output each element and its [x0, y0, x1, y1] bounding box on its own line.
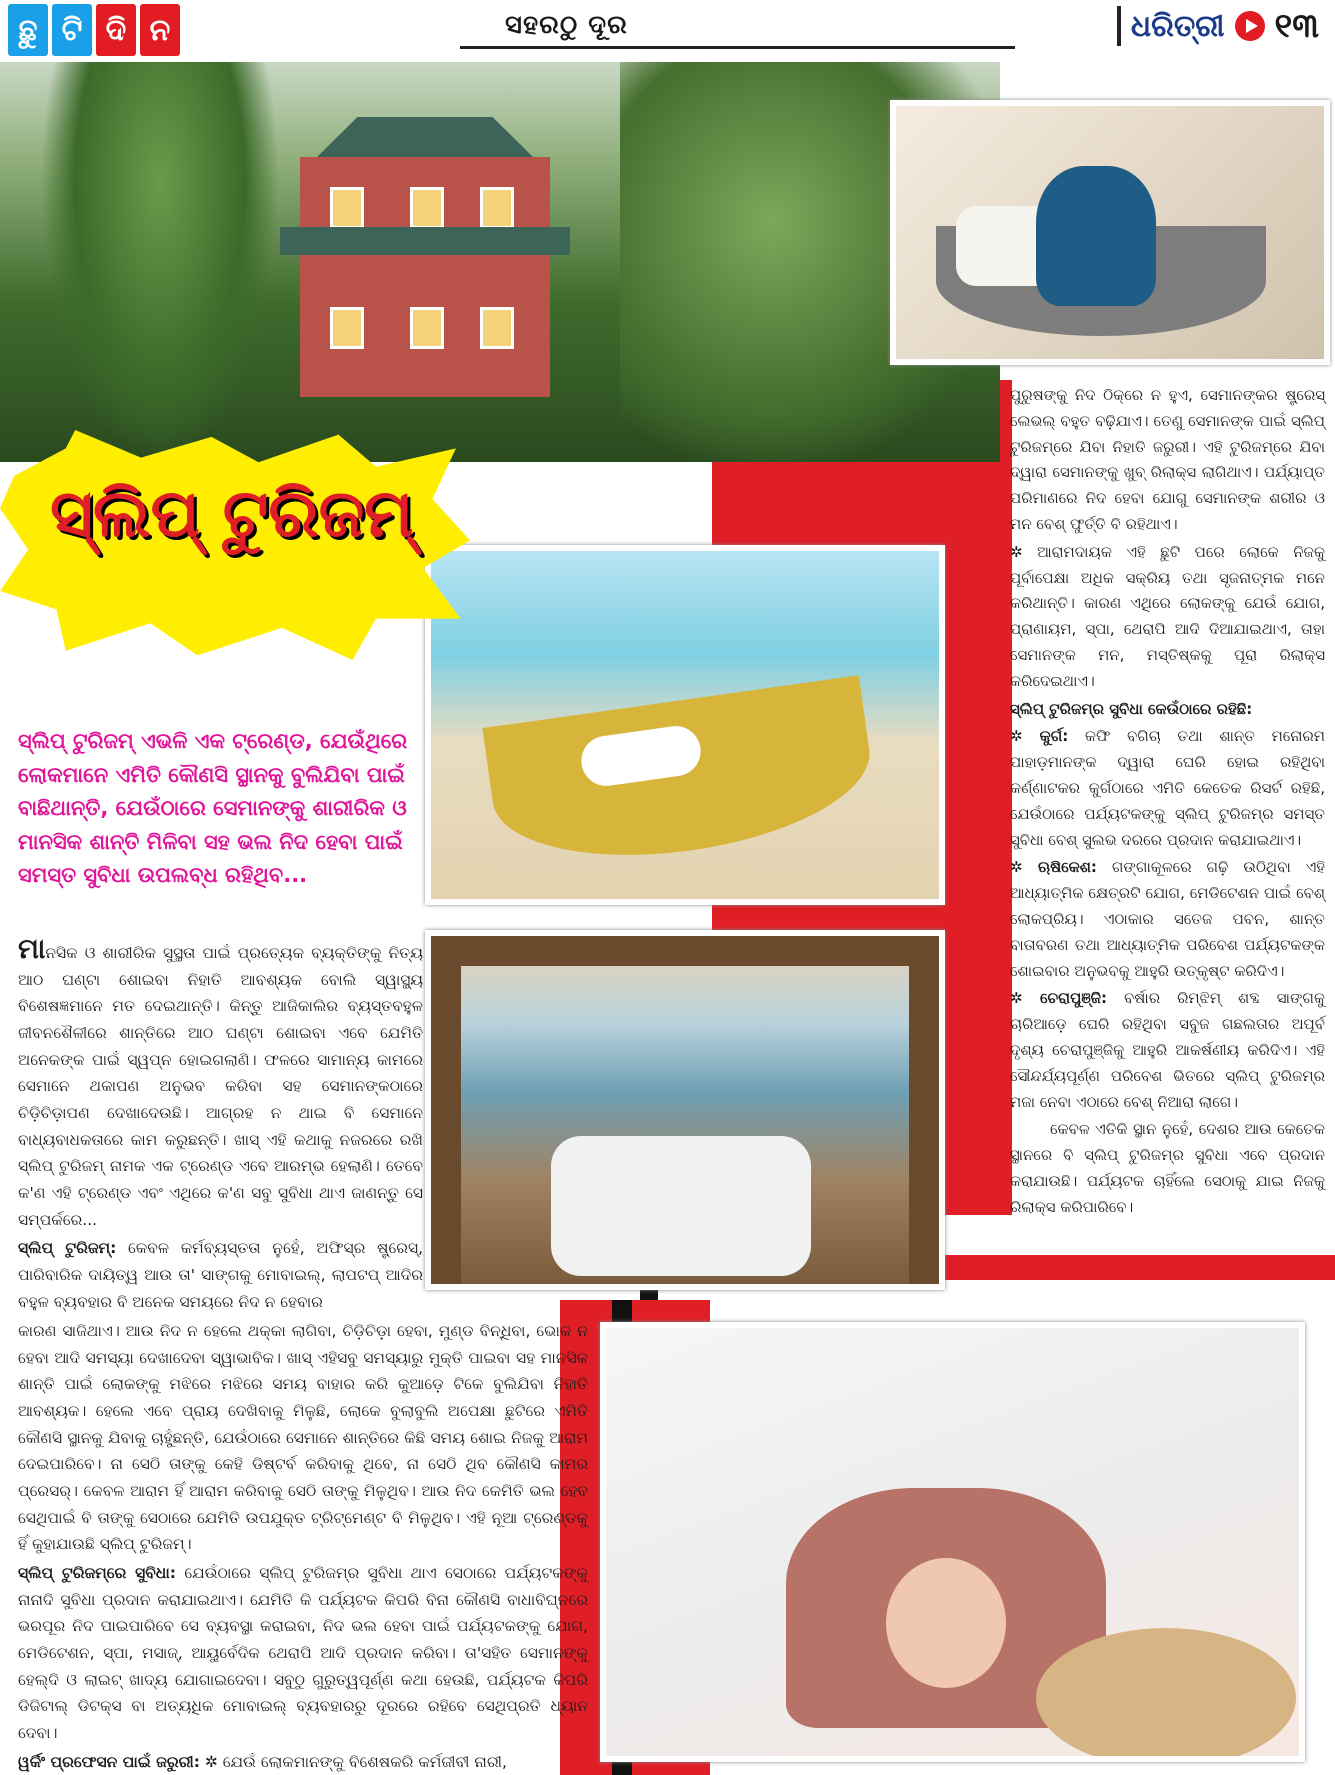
subheading: ସ୍ଲିପ୍ ଟୁରିଜମ୍‌ରେ ସୁବିଧା:: [18, 1563, 176, 1582]
paragraph-text: କାରଣ ସାଜିଥାଏ। ଆଉ ନିଦ ନ ହେଲେ ଥକ୍କା ଲାଗିବା, ଚିଡ଼ିଚିଡ଼ା ହେବା, ମୁଣ୍ଡ ବିନ୍ଧିବା, ଭୋକ ନ ହେବା ଆଦି ସମସ୍ୟା ଦେଖାଦେବା ସ୍ୱାଭାବିକ। ଖାସ୍ ଏହିସବୁ ସମସ୍ୟାରୁ ମୁକ୍ତି ପାଇବା ସହ ମାନସିକ ଶାନ୍ତି ପାଇଁ ଲୋକଙ୍କୁ ମଝିରେ ମଝିରେ ସମୟ ବାହାର କରି କୁଆଡ଼େ ଟିକେ ବୁଲିଯିବା ନିହାତି ଆବଶ୍ୟକ। ହେଲେ ଏବେ ପ୍ରାୟ ଦେଖିବାକୁ ମିଳୁଛି, ଲୋକେ ବୁଲାବୁଲି ଅପେକ୍ଷା ଛୁଟିରେ ଏମିତି କୌଣସି ସ୍ଥାନକୁ ଯିବାକୁ ଚାହୁଁଛନ୍ତି, ଯେଉଁଠାରେ ସେମାନେ ଶାନ୍ତିରେ କିଛି ସମୟ ଶୋଇ ନିଜକୁ ଆରାମ ଦେଇପାରିବେ। ନା ସେଠି ତାଙ୍କୁ କେହି ଡିଷ୍ଟର୍ବ କରିବାକୁ ଥିବେ, ନା ସେଠି ଥିବ କୌଣସି କାମର ପ୍ରେସର୍। କେବଳ ଆରାମ ହିଁ ଆରାମ କରିବାକୁ ସେଠି ତାଙ୍କୁ ମିଳୁଥିବ। ଆଉ ନିଦ କେମିତି ଭଲ ହେବ ସେଥିପାଇଁ ବି ତାଙ୍କୁ ସେଠାରେ ଯେମିତି ଉପଯୁକ୍ତ ଟ୍ରିଟ୍‌ମେଣ୍ଟ ବି ମିଳୁଥିବ। ଏହି ନୂଆ ଟ୍ରେଣ୍ଡକୁ ହିଁ କୁହାଯାଉଛି ସ୍ଲିପ୍ ଟୁରିଜମ୍।: [18, 1322, 588, 1554]
subheading: ✲ କୁର୍ଗ:: [1010, 727, 1069, 746]
paragraph-text: କେବଳ କର୍ମବ୍ୟସ୍ତତା ନୁହେଁ, ଅଫିସ୍‌ର ଷ୍ଟ୍ରେସ୍, ପାରିବାରିକ ଦାୟିତ୍ୱ ଆଉ ତା' ସାଙ୍ଗକୁ ମୋବାଇଲ୍, ଲାପଟପ୍ ଆଦିର ବହୁଳ ବ୍ୟବହାର ବି ଅନେକ ସମୟରେ ନିଦ ନ ହେବାର: [18, 1239, 423, 1311]
masthead-letter: ଟି: [52, 4, 92, 56]
tree-foliage: [40, 62, 280, 462]
article-column-wide: [18, 1318, 588, 1775]
drop-cap: ମା: [18, 932, 46, 965]
villa-window: [410, 187, 444, 229]
villa-roof: [290, 117, 560, 157]
paragraph-text: ✲ ଆରାମଦାୟକ ଏହି ଛୁଟି ପରେ ଲୋକେ ନିଜକୁ ପୂର୍ବାପେକ୍ଷା ଅଧିକ ସକ୍ରିୟ ତଥା ସୃଜନାତ୍ମକ ମନେ କରିଥାନ୍ତି। କାରଣ ଏଥିରେ ଲୋକଙ୍କୁ ଯେଉଁ ଯୋଗ, ପ୍ରାଣାୟମ, ସ୍ପା, ଥେରାପି ଆଦି ଦିଆଯାଇଥାଏ, ତାହା ସେମାନଙ୍କ ମନ, ମସ୍ତିଷ୍କକୁ ପୂରା ରିଲାକ୍ସ କରିଦେଇଥାଏ।: [1010, 542, 1325, 690]
brand-box: [1117, 6, 1319, 46]
balcony-couple-photo: [425, 930, 945, 1290]
intro-text: ସ୍ଲିପ୍ ଟୁରିଜମ୍ ଏଭଳି ଏକ ଟ୍ରେଣ୍ଡ, ଯେଉଁଥିରେ ଲୋକମାନେ ଏମିତି କୌଣସି ସ୍ଥାନକୁ ବୁଲିଯିବା ପାଇଁ ବାଛିଥାନ୍ତି, ଯେଉଁଠାରେ ସେମାନଙ୍କୁ ଶାରୀରିକ ଓ ମାନସିକ ଶାନ୍ତି ମିଳିବା ସହ ଭଲ ନିଦ ହେବା ପାଇଁ ସମସ୍ତ ସୁବିଧା ଉପଲବ୍ଧ ରହିଥିବ...: [18, 729, 408, 888]
villa-building: [300, 157, 550, 397]
paragraph: [18, 932, 423, 1233]
article-column-right: [1010, 383, 1325, 1223]
paragraph: [1010, 855, 1325, 984]
subheading: ସ୍ଲିପ୍ ଟୁରିଜମ୍‌ର ସୁବିଧା କେଉଁଠାରେ ରହିଛି:: [1010, 699, 1253, 718]
headline: ସ୍ଲିପ୍ ଟୁରିଜମ୍: [50, 475, 414, 552]
face: [886, 1558, 1006, 1688]
villa-photo: [0, 62, 1000, 462]
page-header: [0, 0, 1335, 62]
villa-window: [410, 307, 444, 349]
villa-window: [480, 307, 514, 349]
subheading: ✲ ଋଷିକେଶ:: [1010, 858, 1097, 877]
paragraph: [1010, 986, 1325, 1115]
woman-hammock-photo: [890, 100, 1330, 365]
hammock: [482, 675, 879, 876]
article-column-left: [18, 932, 423, 1317]
paragraph: [18, 1235, 423, 1315]
paragraph-text: ନସିକ ଓ ଶାରୀରିକ ସୁସ୍ଥତା ପାଇଁ ପ୍ରତ୍ୟେକ ବ୍ୟକ୍ତିଙ୍କୁ ନିତ୍ୟ ଆଠ ଘଣ୍ଟା ଶୋଇବା ନିହାତି ଆବଶ୍ୟକ ବୋଲି ସ୍ୱାସ୍ଥ୍ୟ ବିଶେଷଜ୍ଞମାନେ ମତ ଦେଇଥାନ୍ତି। କିନ୍ତୁ ଆଜିକାଲିର ବ୍ୟସ୍ତବହୁଳ ଜୀବନଶୈଳୀରେ ଶାନ୍ତିରେ ଆଠ ଘଣ୍ଟା ଶୋଇବା ଏବେ ଯେମିତି ଅନେକଙ୍କ ପାଇଁ ସ୍ୱପ୍ନ ହୋଇଗଲାଣି। ଫଳରେ ସାମାନ୍ୟ କାମରେ ସେମାନେ ଥକାପଣ ଅନୁଭବ କରିବା ସହ ସେମାନଙ୍କଠାରେ ଚିଡ଼ିଚିଡ଼ାପଣ ଦେଖାଦେଉଛି। ଆଗ୍ରହ ନ ଥାଇ ବି ସେମାନେ ବାଧ୍ୟବାଧକତାରେ କାମ କରୁଛନ୍ତି। ଖାସ୍ ଏହି କଥାକୁ ନଜରରେ ରଖି ସ୍ଲିପ୍ ଟୁରିଜମ୍ ନାମକ ଏକ ଟ୍ରେଣ୍ଡ ଏବେ ଆରମ୍ଭ ହେଲାଣି। ତେବେ କ'ଣ ଏହି ଟ୍ରେଣ୍ଡ ଏବଂ ଏଥିରେ କ'ଣ ସବୁ ସୁବିଧା ଥାଏ ଜାଣନ୍ତୁ ସେ ସମ୍ପର୍କରେ...: [18, 944, 423, 1229]
subheading: ✲ ଚେରାପୁଞ୍ଜି:: [1010, 989, 1108, 1008]
paragraph-text: ବର୍ଷାର ରିମ୍‌ଝିମ୍ ଶବ୍ଦ ସାଙ୍ଗକୁ ଚାରିଆଡ଼େ ଘେରି ରହିଥିବା ସବୁଜ ଗଛଲତାର ଅପୂର୍ବ ଦୃଶ୍ୟ ଚେରାପୁଞ୍ଜିକୁ ଆହୁରି ଆକର୍ଷଣୀୟ କରିଦିଏ। ଏହି ସୌନ୍ଦର୍ଯ୍ୟପୂର୍ଣ୍ଣ ପରିବେଶ ଭିତରେ ସ୍ଲିପ୍ ଟୁରିଜମ୍‌ର ମଜା ନେବା ଏଠାରେ ବେଶ୍ ନିଆରା ଲାଗେ।: [1010, 989, 1325, 1111]
paragraph: [18, 1749, 588, 1775]
divider: [1117, 6, 1121, 46]
paragraph-text: ଯେଉଁଠାରେ ସ୍ଲିପ୍ ଟୁରିଜମ୍‌ର ସୁବିଧା ଥାଏ ସେଠାରେ ପର୍ଯ୍ୟଟକଙ୍କୁ ନାନାଦି ସୁବିଧା ପ୍ରଦାନ କରାଯାଇଥାଏ। ଯେମିତି କି ପର୍ଯ୍ୟଟକ କିପରି ବିନା କୌଣସି ବାଧାବିଘ୍ନରେ ଭରପୂର ନିଦ ପାଇପାରିବେ ସେ ବ୍ୟବସ୍ଥା କରାଇବା, ନିଦ ଭଲ ହେବା ପାଇଁ ପର୍ଯ୍ୟଟକଙ୍କୁ ଯୋଗ, ମେଡିଟେଶନ, ସ୍ପା, ମସାଜ୍, ଆୟୁର୍ବେଦିକ ଥେରାପି ଆଦି ପ୍ରଦାନ କରିବା। ତା'ସହିତ ସେମାନଙ୍କୁ ହେଲ୍‌ଦି ଓ ଲାଇଟ୍ ଖାଦ୍ୟ ଯୋଗାଇଦେବା। ସବୁଠୁ ଗୁରୁତ୍ୱପୂର୍ଣ୍ଣ କଥା ହେଉଛି, ପର୍ଯ୍ୟଟକ କିପରି ଡିଜିଟାଲ୍ ଡିଟକ୍ସ ବା ଅତ୍ୟଧିକ ମୋବାଇଲ୍ ବ୍ୟବହାରରୁ ଦୂରରେ ରହିବେ ସେଥିପ୍ରତି ଧ୍ୟାନ ଦେବା।: [18, 1563, 588, 1742]
paragraph-text: ଗଙ୍ଗାକୂଳରେ ଗଢ଼ି ଉଠିଥିବା ଏହି ଆଧ୍ୟାତ୍ମିକ କ୍ଷେତ୍ରଟି ଯୋଗ, ମେଡିଟେଶନ ପାଇଁ ବେଶ୍ ଲୋକପ୍ରିୟ। ଏଠାକାର ସତେଜ ପବନ, ଶାନ୍ତ ବାତାବରଣ ତଥା ଆଧ୍ୟାତ୍ମିକ ପରିବେଶ ପର୍ଯ୍ୟଟକଙ୍କ ଶୋଇବାର ଅନୁଭବକୁ ଆହୁରି ଉତ୍କୃଷ୍ଟ କରିଦିଏ।: [1010, 858, 1325, 980]
section-rule: [460, 46, 1015, 49]
page-number: ୧୩: [1274, 6, 1319, 46]
beach-hammock-photo: [425, 545, 945, 905]
paragraph-text: କଫି ବଗିଚା ତଥା ଶାନ୍ତ ମନୋରମ ପାହାଡ଼ମାନଙ୍କ ଦ୍ୱାରା ଘେରି ହୋଇ ରହିଥିବା କର୍ଣ୍ଣାଟକର କୁର୍ଗଠାରେ ଏମିତି କେତେକ ରିସର୍ଟ ରହିଛି, ଯେଉଁଠାରେ ପର୍ଯ୍ୟଟକଙ୍କୁ ସ୍ଲିପ୍ ଟୁରିଜମ୍‌ର ସମସ୍ତ ସୁବିଧା ବେଶ୍ ସୁଲଭ ଦରରେ ପ୍ରଦାନ କରାଯାଇଥାଏ।: [1010, 727, 1325, 849]
villa-window: [330, 307, 364, 349]
paragraph-text: କେବଳ ଏତିକି ସ୍ଥାନ ନୁହେଁ, ଦେଶର ଆଉ କେତେକ ସ୍ଥାନରେ ବି ସ୍ଲିପ୍ ଟୁରିଜମ୍‌ର ସୁବିଧା ଏବେ ପ୍ରଦାନ କରାଯାଉଛି। ପର୍ଯ୍ୟଟକ ଚାହିଁଲେ ସେଠାକୁ ଯାଇ ନିଜକୁ ରିଲାକ୍ସ କରିପାରିବେ।: [1010, 1120, 1325, 1216]
masthead-letter: ଦି: [96, 4, 136, 56]
masthead-logo: [8, 4, 180, 56]
villa-roof: [280, 227, 570, 255]
subheading: ୱର୍କିଂ ପ୍ରଫେସନ ପାଇଁ ଜରୁରୀ:: [18, 1752, 200, 1771]
person: [1036, 166, 1156, 306]
villa-window: [330, 187, 364, 229]
paragraph: [18, 1560, 588, 1747]
play-icon: [1235, 11, 1265, 41]
villa-window: [480, 187, 514, 229]
paragraph: [1010, 724, 1325, 853]
breakfast-tray: [1036, 1628, 1296, 1762]
masthead-letter: ନ: [140, 4, 180, 56]
paragraph-text: ପୁରୁଷଙ୍କୁ ନିଦ ଠିକ୍‌ରେ ନ ହୁଏ, ସେମାନଙ୍କର ଷ୍ଟ୍ରେସ୍ ଲେଭଲ୍ ବହୁତ ବଢ଼ିଯାଏ। ତେଣୁ ସେମାନଙ୍କ ପାଇଁ ସ୍ଲିପ୍ ଟୁରିଜମ୍‌ରେ ଯିବା ନିହାତି ଜରୁରୀ। ଏହି ଟୁରିଜମ୍‌ରେ ଯିବା ଦ୍ୱାରା ସେମାନଙ୍କୁ ଖୁବ୍ ରିଲାକ୍ସ ଲାଗିଥାଏ। ପର୍ଯ୍ୟାପ୍ତ ପରିମାଣରେ ନିଦ ହେବା ଯୋଗୁ ସେମାନଙ୍କ ଶରୀର ଓ ମନ ବେଶ୍ ଫୁର୍ତ୍ତି ବି ରହିଥାଏ।: [1010, 386, 1325, 533]
bedding: [551, 1136, 811, 1276]
brand-name: ଧରିତ୍ରୀ: [1130, 8, 1225, 44]
masthead-letter: ଛୁ: [8, 4, 48, 56]
woman-sleeping-photo: [600, 1322, 1305, 1762]
section-title: ସହରଠୁ ଦୂର: [505, 10, 628, 40]
paragraph-text: ✲ ଯେଉଁ ଲୋକମାନଙ୍କୁ ବିଶେଷକରି କର୍ମଜୀବୀ ନାରୀ,: [199, 1752, 507, 1771]
subheading: ସ୍ଲିପ୍ ଟୁରିଜମ୍:: [18, 1239, 117, 1258]
